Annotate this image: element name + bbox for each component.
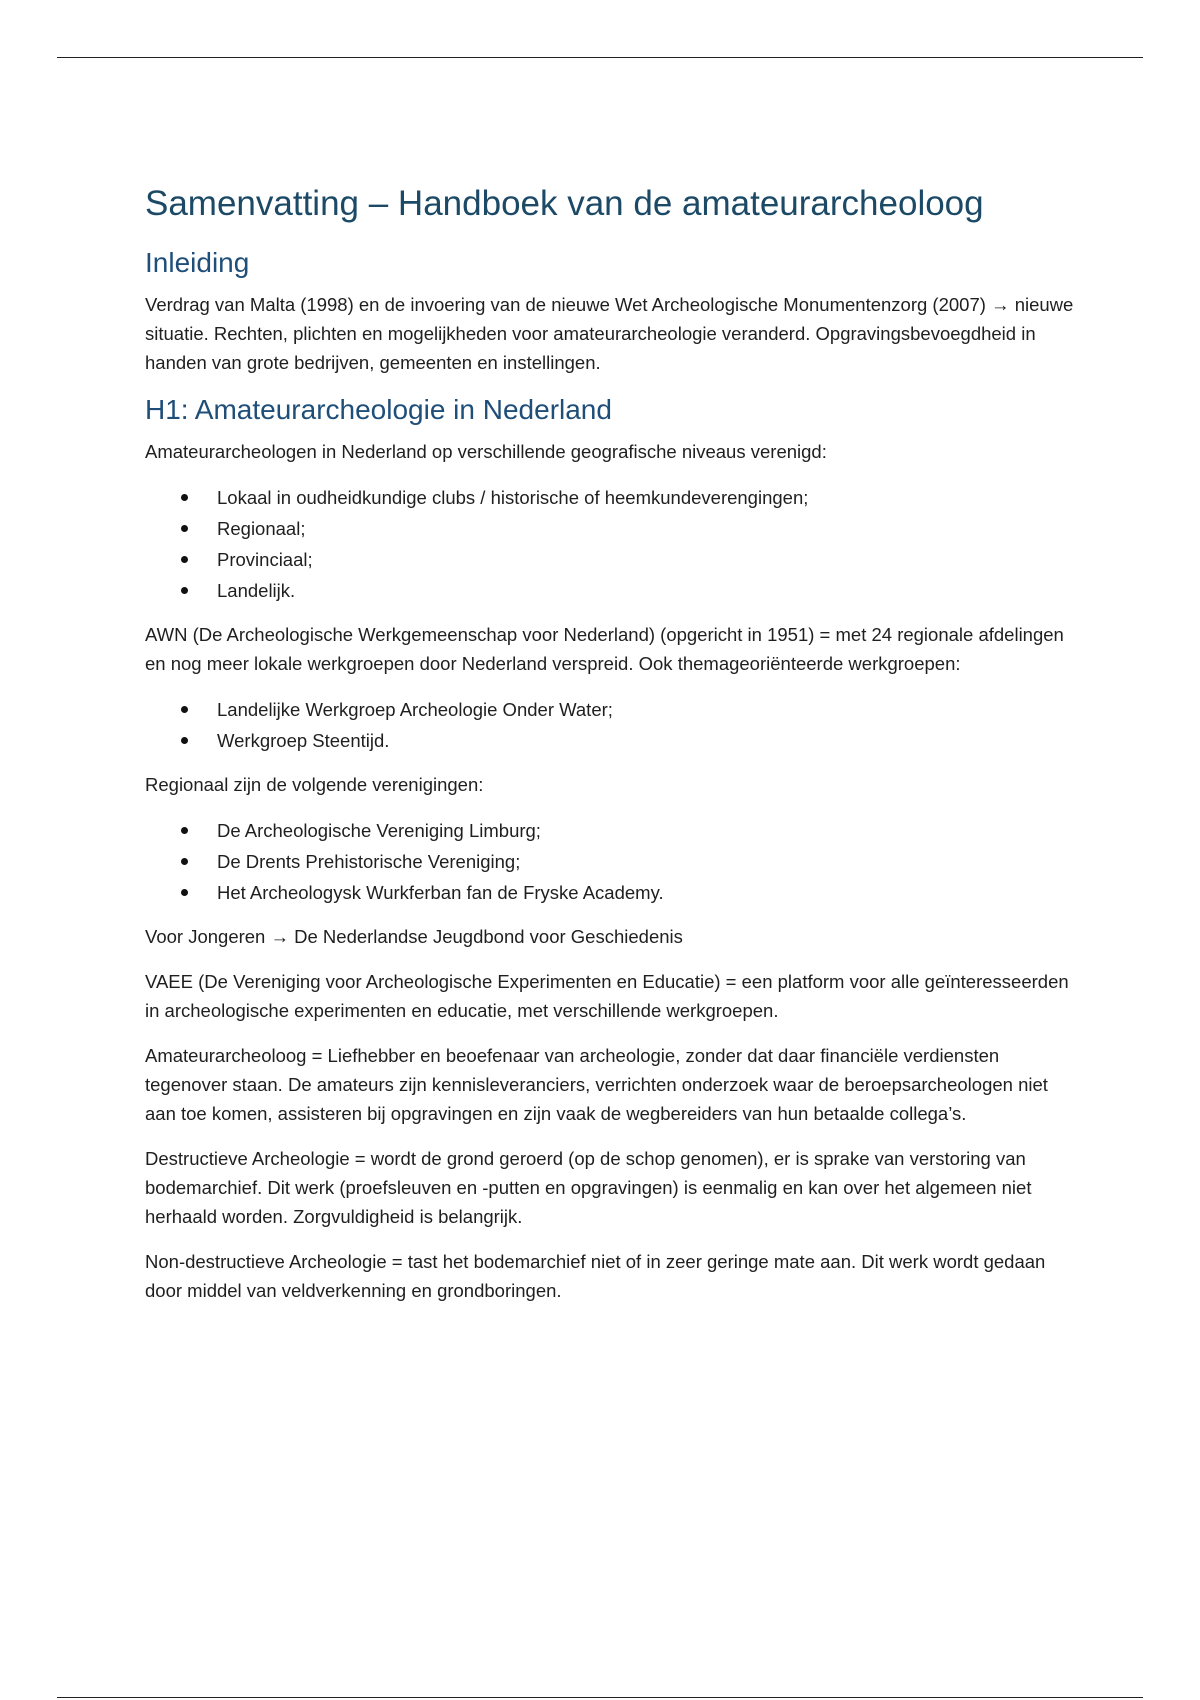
regional-intro-paragraph: Regionaal zijn de volgende verenigingen: [145,774,484,795]
amateur-definition-paragraph: Amateurarcheoloog = Liefhebber en beoefenaar van archeologie, zonder dat daar financiële verdiensten tegenover staan. De amateurs zijn kennisleveranciers, verrichten onderzoek waar de beroepsarcheologen niet aan toe komen, assisteren bij opgravingen en zijn vaak de wegbereiders van hun betaalde collega’s. [145,1045,1048,1124]
footer-rule [57,1697,1143,1698]
document-title: Samenvatting – Handboek van de amateurarcheoloog [145,184,984,223]
levels-intro-paragraph: Amateurarcheologen in Nederland op verschillende geografische niveaus verenigd: [145,441,827,462]
header-rule [57,57,1143,58]
list-item: Provinciaal; [217,544,1075,575]
inleiding-text-post: nieuwe situatie. Rechten, plichten en mogelijkheden voor amateurarcheologie veranderd. Opgravingsbevoegdheid in handen van grote bedrijven, gemeenten en instellingen. [145,294,1074,373]
section-heading-h1: H1: Amateurarcheologie in Nederland [145,394,612,425]
vaee-paragraph: VAEE (De Vereniging voor Archeologische Experimenten en Educatie) = een platform voor alle geïnteresseerden in archeologische experimenten en educatie, met verschillende werkgroepen. [145,971,1069,1021]
right-arrow-icon: → [270,926,289,947]
list-item: De Drents Prehistorische Vereniging; [217,846,1075,877]
youth-paragraph [145,922,1075,951]
inleiding-text-pre: Verdrag van Malta (1998) en de invoering van de nieuwe Wet Archeologische Monumentenzorg (2007) [145,294,986,315]
document-body [145,182,1075,1321]
list-item: Het Archeologysk Wurkferban fan de Fryske Academy. [217,877,1075,908]
list-item: Landelijk. [217,575,1075,606]
list-item: Werkgroep Steentijd. [217,725,1075,756]
list-item: Regionaal; [217,513,1075,544]
list-item: Lokaal in oudheidkundige clubs / historische of heemkundeverengingen; [217,482,1075,513]
regional-list [145,815,1075,908]
youth-text-post: De Nederlandse Jeugdbond voor Geschiedenis [294,926,683,947]
nondestructive-definition-paragraph: Non-destructieve Archeologie = tast het bodemarchief niet of in zeer geringe mate aan. Dit werk wordt gedaan door middel van veldverkenning en grondboringen. [145,1251,1046,1301]
youth-text-pre: Voor Jongeren [145,926,266,947]
themes-list [145,694,1075,756]
levels-list [145,482,1075,606]
list-item: Landelijke Werkgroep Archeologie Onder Water; [217,694,1075,725]
list-item: De Archeologische Vereniging Limburg; [217,815,1075,846]
right-arrow-icon: → [991,294,1010,315]
inleiding-paragraph [145,290,1075,377]
section-heading-inleiding: Inleiding [145,247,250,278]
awn-paragraph: AWN (De Archeologische Werkgemeenschap voor Nederland) (opgericht in 1951) = met 24 regionale afdelingen en nog meer lokale werkgroepen door Nederland verspreid. Ook themageoriënteerde werkgroepen: [145,624,1064,674]
destructive-definition-paragraph: Destructieve Archeologie = wordt de grond geroerd (op de schop genomen), er is sprake van verstoring van bodemarchief. Dit werk (proefsleuven en -putten en opgravingen) is eenmalig en kan over het algemeen niet herhaald worden. Zorgvuldigheid is belangrijk. [145,1148,1032,1227]
